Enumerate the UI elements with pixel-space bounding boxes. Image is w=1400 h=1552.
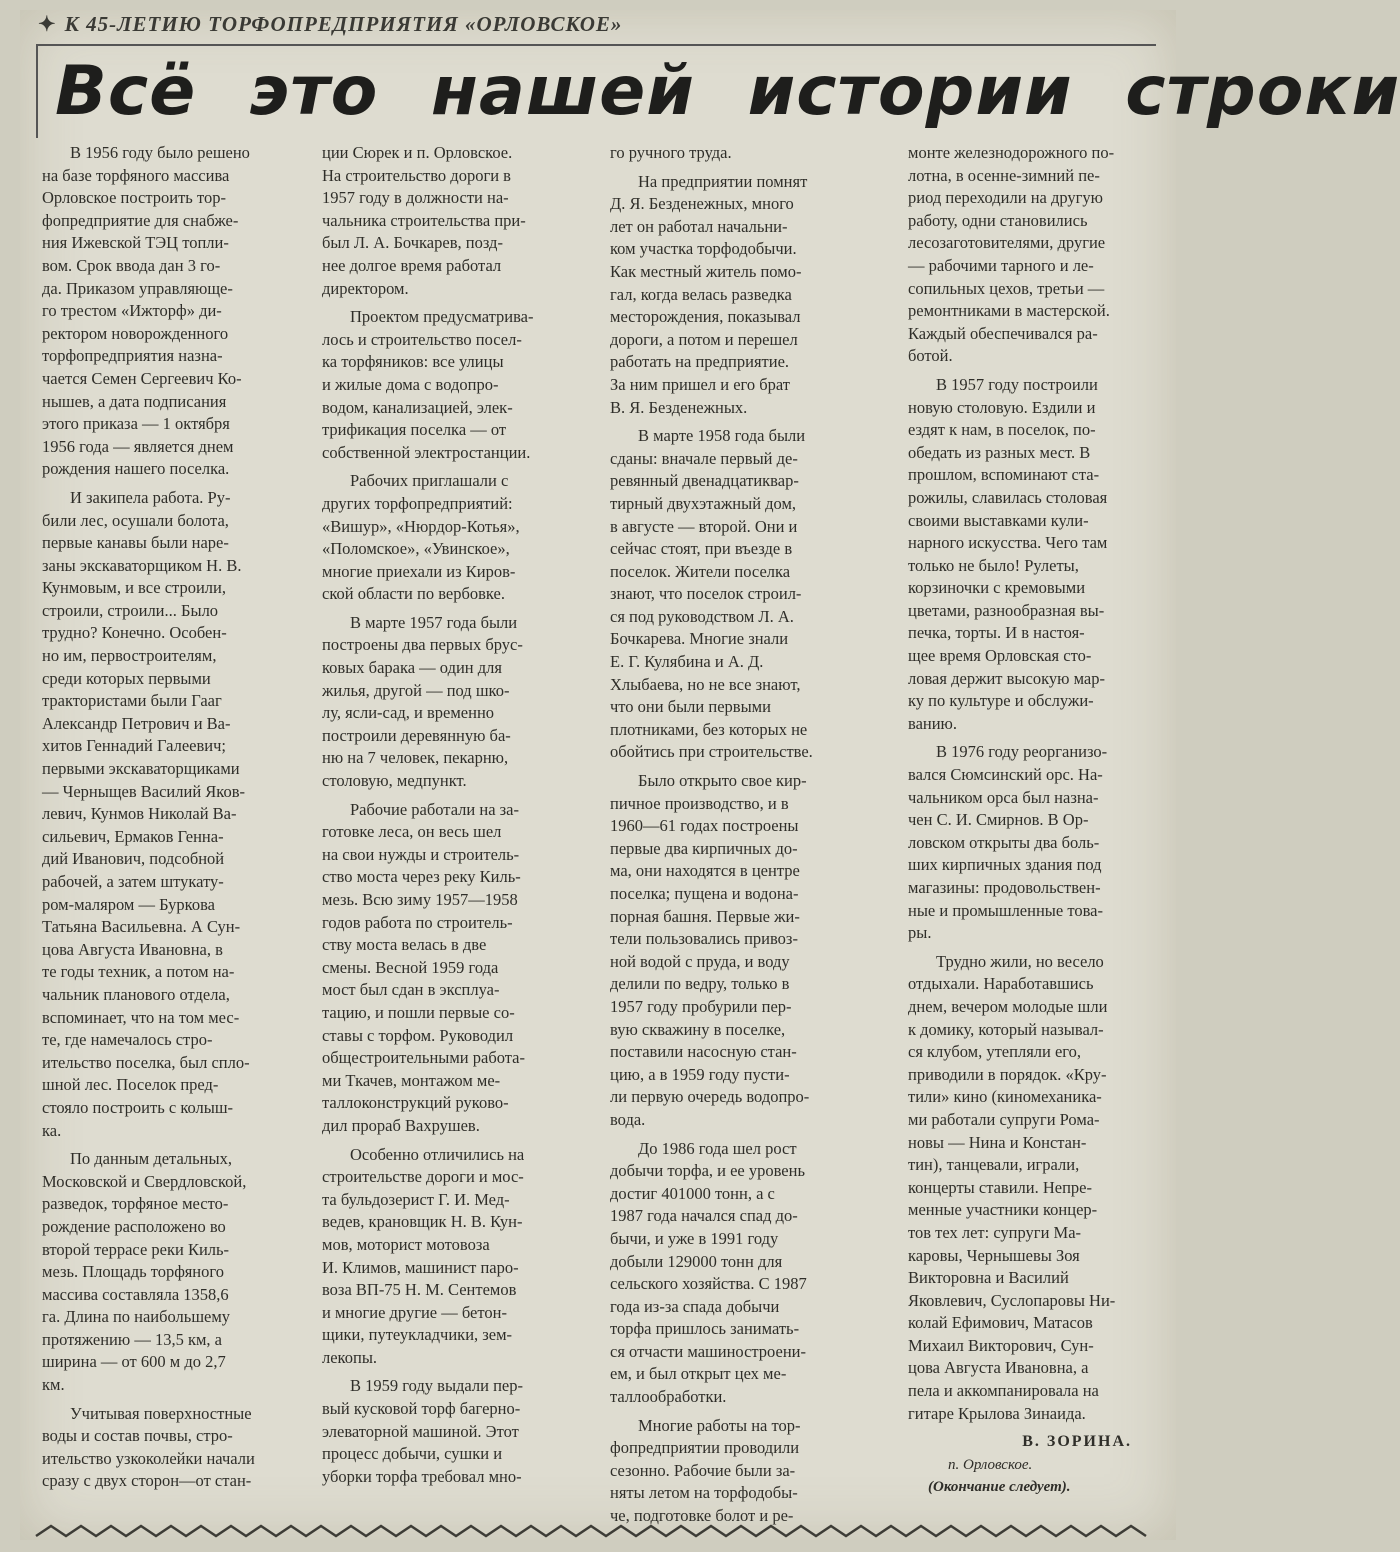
column-2 — [322, 142, 562, 1492]
decorative-border-ornament — [36, 1522, 1146, 1542]
header-frame-top — [36, 44, 1156, 46]
paragraph: монте железнодорожного по- лотна, в осенне-зимний пе- риод переходили на другую работу, одни становились лесозаготовителями, другие — рабочими тарного и ле- сопильных цехов, третьи — ремонтниками в мастерской. Каждый обеспечивался ра- ботой. — [908, 143, 1115, 366]
paragraph: Многие работы на тор- фопредприятии проводили сезонно. Рабочие были за- няты летом на торфодобы- че, подготовке болот и ре- — [610, 1415, 801, 1526]
paragraph: В 1976 году реорганизо- вался Сюмсинский орс. На- чальником орса был назна- чен С. И. Смирнов. В Ор- ловском открыты два боль- ших кирпичных здания под магазины: продовольствен- ные и промышленные това- ры. — [908, 742, 1108, 943]
paragraph: В 1959 году выдали пер- вый кусковой торф багерно- элеваторной машиной. Этот процесс добычи, сушки и уборки торфа требовал мно- — [322, 1376, 523, 1486]
paragraph: Рабочие работали на за- готовке леса, он весь шел на свои нужды и строитель- ство моста через реку Киль- мезь. Всю зиму 1957—1958 годов работа по строитель- ству моста велась в две смены. Весной 1959 года мост был сдан в эксплуа- тацию, и пошли первые со- ставы с торфом. Руководил общестроительными работа- ми Ткачев, монтажом ме- таллоконструкций руково- дил прораб Вахрушев. — [322, 799, 525, 1135]
rubric-line — [38, 12, 622, 37]
paragraph: Трудно жили, но весело отдыхали. Наработавшись днем, вечером молодые шли к домику, который называл- ся клубом, утепляли его, приводили в порядок. «Кру- тили» кино (киномеханика- ми работали супруги Рома- новы — Нина и Констан- тин), танцевали, играли, концерты ставили. Непре- менные участники концер- тов тех лет: супруги Ма- каровы, Чернышевы Зоя Викторовна и Василий Яковлевич, Суслопаровы Ни- колай Ефимович, Матасов Михаил Викторович, Сун- цова Августа Ивановна, а пела и аккомпанировала на гитаре Крылова Зинаида. — [908, 951, 1116, 1423]
rubric-text: К 45-ЛЕТИЮ ТОРФОПРЕДПРИЯТИЯ «ОРЛОВСКОЕ» — [64, 12, 623, 36]
paragraph: В марте 1957 года были построены два первых брус- ковых барака — один для жилья, другой — под шко- лу, ясли-сад, и временно построили деревянную ба- ню на 7 человек, пекарню, столовую, медпункт. — [322, 612, 523, 791]
paragraph: И закипела работа. Ру- били лес, осушали болота, первые канавы были наре- заны экскаваторщиком Н. В. Кунмовым, и все строили, строили, строили... Было трудно? Конечно. Особен- но им, первостроителям, среди которых первыми трактористами были Гааг Александр Петрович и Ва- хитов Геннадий Галеевич; первыми экскаваторщиками — Черныщев Василий Яков- левич, Кунмов Николай Ва- сильевич, Ермаков Генна- дий Иванович, подсобной рабочей, а затем штукату- ром-маляром — Буркова Татьяна Васильевна. А Сун- цова Августа Ивановна, в те годы техник, а потом на- чальник планового отдела, вспоминает, что на том мес- те, где намечалось стро- ительство поселка, был спло- шной лес. Поселок пред- стояло построить с колыш- ка. — [42, 487, 250, 1140]
column-3 — [610, 142, 850, 1526]
paragraph: По данным детальных, Московской и Свердловской, разведок, торфяное место- рождение расположено во второй террасе реки Киль- мезь. Площадь торфяного массива составляла 1358,6 га. Длина по наибольшему протяжению — 13,5 км, а ширина — от 600 м до 2,7 км. — [42, 1149, 247, 1395]
signature-place: п. Орловское. — [948, 1456, 1033, 1473]
paragraph: В 1956 году было решено на базе торфяного массива Орловское построить тор- фопредприятие для снабже- ния Ижевской ТЭЦ топли- вом. Срок ввода дан 3 го- да. Приказом управляюще- го трестом «Ижторф» ди- ректором новорожденного торфопредприятия назна- чается Семен Сергеевич Ко- нышев, а дата подписания этого приказа — 1 октября 1956 года — является днем рождения нашего поселка. — [42, 143, 250, 479]
continuation-note: (Окончание следует). — [928, 1479, 1071, 1496]
author-signature: В. ЗОРИНА. — [1022, 1433, 1132, 1451]
paragraph: ции Сюрек и п. Орловское. На строительство дороги в 1957 году в должности на- чальника строительства при- был Л. А. Бочкарев, позд- нее долгое время работал директором. — [322, 143, 526, 298]
paragraph: Было открыто свое кир- пичное производство, и в 1960—61 годах построены первые два кирпичных до- ма, они находятся в центре поселка; пущена и водона- порная башня. Первые жи- тели пользовались привоз- ной водой с пруда, и воду делили по ведру, только в 1957 году пробурили пер- вую скважину в поселке, поставили насосную стан- цию, а в 1959 году пусти- ли первую очередь водопро- вода. — [610, 771, 810, 1129]
column-1 — [42, 142, 282, 1492]
paragraph: Рабочих приглашали с других торфопредприятий: «Вишур», «Нюрдор-Котья», «Поломское», «Увинское», многие приехали из Киров- ской области по вербовке. — [322, 471, 520, 604]
paragraph: В 1957 году построили новую столовую. Ездили и ездят к нам, в поселок, по- обедать из разных мест. В прошлом, вспоминают ста- рожилы, славилась столовая своими выставками кули- нарного искусства. Чего там только не было! Рулеты, корзиночки с кремовыми цветами, разнообразная вы- печка, торты. И в настоя- щее время Орловская сто- ловая держит высокую мар- ку по культуре и обслужи- ванию. — [908, 374, 1108, 733]
paragraph: В марте 1958 года были сданы: вначале первый де- ревянный двенадцатиквар- тирный двухэтажный дом, в августе — второй. Они и сейчас стоят, при въезде в поселок. Жители поселка знают, что поселок строил- ся под руководством Л. А. Бочкарева. Многие знали Е. Г. Кулябина и А. Д. Хлыбаева, но не все знают, что они были первыми плотниками, без которых не обойтись при строительстве. — [610, 426, 813, 762]
four-point-star-icon: ✦ — [38, 12, 57, 36]
paragraph: Особенно отличились на строительстве дороги и мос- та бульдозерист Г. И. Мед- ведев, крановщик Н. В. Кун- мов, моторист мотовоза И. Климов, машинист паро- воза ВП-75 Н. М. Сентемов и многие другие — бетон- щики, путеукладчики, зем- лекопы. — [322, 1144, 525, 1367]
article-body — [0, 142, 1198, 1526]
paragraph: На предприятии помнят Д. Я. Безденежных, много лет он работал начальни- ком участка торфодобычи. Как местный житель помо- гал, когда велась разведка месторождения, показывал дороги, а потом и перешел работать на предприятие. За ним пришел и его брат В. Я. Безденежных. — [610, 171, 808, 417]
column-4 — [908, 142, 1152, 1496]
paragraph: Учитывая поверхностные воды и состав почвы, стро- ительство узкоколейки начали сразу с двух сторон—от стан- — [42, 1403, 255, 1491]
paragraph: До 1986 года шел рост добычи торфа, и ее уровень достиг 401000 тонн, а с 1987 года начался спад до- бычи, и уже в 1991 году добыли 129000 тонн для сельского хозяйства. С 1987 года из-за спада добычи торфа пришлось занимать- ся отчасти машиностроени- ем, и был открыт цех ме- таллообработки. — [610, 1138, 807, 1407]
header-frame-left — [36, 44, 38, 138]
headline: Всё это нашей истории строки — [55, 52, 1400, 131]
paragraph: го ручного труда. — [610, 143, 732, 162]
paragraph: Проектом предусматрива- лось и строительство посел- ка торфяников: все улицы и жилые дома с водопро- водом, канализацией, элек- трификация поселка — от собственной электростанции. — [322, 307, 534, 462]
